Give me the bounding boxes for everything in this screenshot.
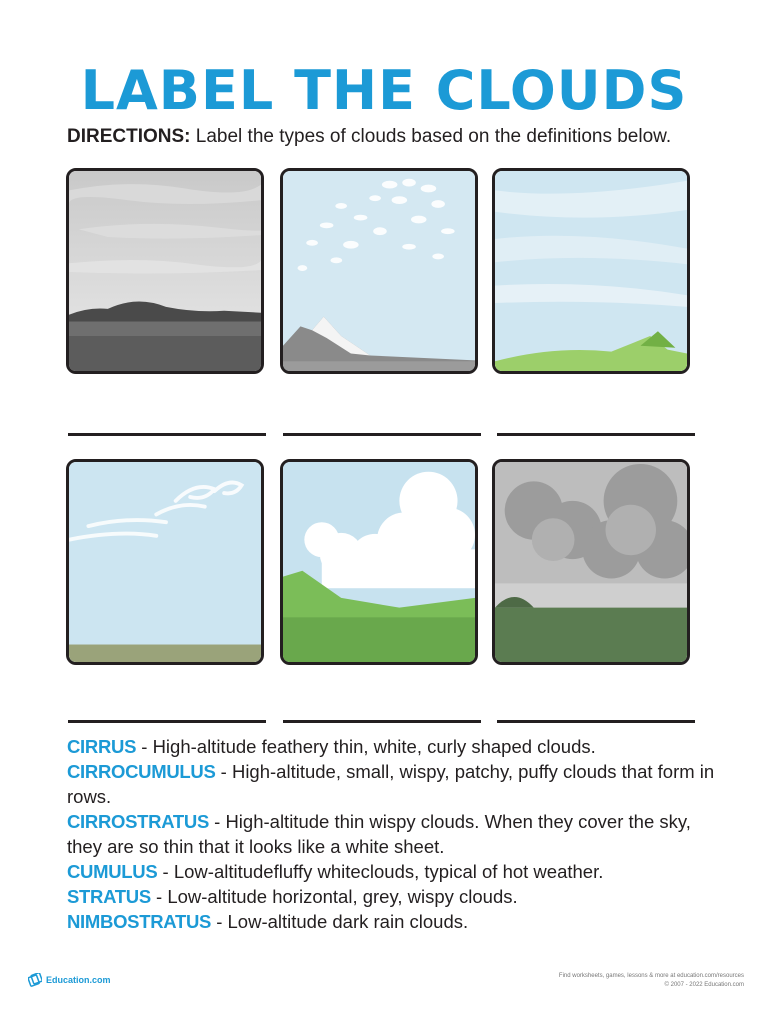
definition-text: - Low-altitude dark rain clouds. (211, 911, 469, 932)
definition-text: - Low-altitude horizontal, grey, wispy clouds. (150, 886, 518, 907)
definition-item (67, 909, 717, 934)
definition-text: - High-altitude thin wispy clouds. When they cover the sky, they are so thin that it looks like a white sheet. (67, 811, 691, 857)
cumulus-illustration (283, 462, 475, 662)
directions (67, 126, 671, 148)
footer-line-1: Find worksheets, games, lessons & more at education.com/resources (558, 973, 744, 979)
definition-text: - Low-altitudefluffy whiteclouds, typical of hot weather. (157, 861, 604, 882)
cloud-panel-nimbostratus (492, 459, 690, 665)
cloud-panel-stratus (66, 168, 264, 374)
education-logo-icon (28, 973, 42, 987)
definition-term: CUMULUS (67, 861, 158, 882)
definition-item (67, 884, 717, 909)
definition-term: CIRROCUMULUS (67, 761, 216, 782)
stratus-illustration (69, 171, 261, 371)
education-logo[interactable] (28, 973, 111, 987)
definition-item (67, 759, 717, 809)
brand-name: Education.com (46, 975, 111, 985)
directions-text: Label the types of clouds based on the definitions below. (195, 126, 672, 147)
definition-item (67, 809, 717, 859)
page-title: LABEL THE CLOUDS (80, 59, 688, 122)
cloud-panel-cirrocumulus (280, 168, 478, 374)
answer-line[interactable] (497, 433, 695, 436)
definition-text: - High-altitude feathery thin, white, curly shaped clouds. (136, 736, 596, 757)
definition-term: STRATUS (67, 886, 151, 907)
nimbostratus-illustration (495, 462, 687, 662)
definition-item (67, 734, 717, 759)
definitions-list (67, 734, 717, 934)
answer-line[interactable] (283, 720, 481, 723)
answer-line[interactable] (68, 720, 266, 723)
definition-item (67, 859, 717, 884)
cirrostratus-illustration (495, 171, 687, 371)
definition-term: CIRROSTRATUS (67, 811, 209, 832)
answer-line[interactable] (283, 433, 481, 436)
definition-text: - High-altitude, small, wispy, patchy, puffy clouds that form in rows. (67, 761, 715, 807)
cloud-panel-cirrostratus (492, 168, 690, 374)
answer-line[interactable] (68, 433, 266, 436)
definition-term: NIMBOSTRATUS (67, 911, 212, 932)
definition-term: CIRRUS (67, 736, 137, 757)
cloud-panel-cirrus (66, 459, 264, 665)
answer-line[interactable] (497, 720, 695, 723)
cirrocumulus-illustration (283, 171, 475, 371)
cloud-panel-cumulus (280, 459, 478, 665)
directions-label: DIRECTIONS: (67, 126, 191, 147)
footer-note (559, 972, 744, 990)
footer-line-2: © 2007 - 2022 Education.com (664, 982, 744, 988)
cirrus-illustration (69, 462, 261, 662)
